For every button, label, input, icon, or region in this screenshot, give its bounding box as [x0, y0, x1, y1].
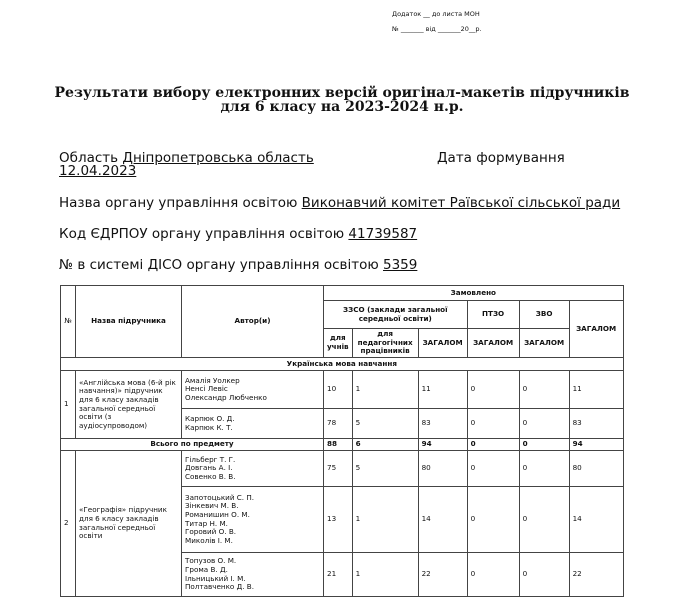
- region-label: Область: [59, 150, 119, 166]
- table-row: [61, 371, 624, 409]
- author: Грома В. Д.: [185, 564, 228, 574]
- col-author-header: Автор(и): [182, 286, 324, 358]
- sum-teachers: 6: [352, 439, 418, 451]
- sum-ptzo: 0: [467, 439, 519, 451]
- zzso-total-cell: 83: [418, 409, 467, 439]
- author: Довгань А. І.: [185, 463, 233, 473]
- students-cell: 78: [324, 409, 353, 439]
- author: Запотоцький С. П.: [185, 492, 255, 502]
- total-cell: 83: [569, 409, 623, 439]
- letter-number-note: № _______ від _______20__р.: [392, 25, 482, 33]
- total-cell: 14: [569, 487, 623, 553]
- date-value: 12.04.2023: [59, 163, 137, 179]
- results-table: [60, 285, 624, 597]
- sum-total: 94: [569, 439, 623, 451]
- edrpou-label: Код ЄДРПОУ органу управління освітою: [59, 226, 345, 242]
- date-label: Дата формування: [437, 150, 565, 166]
- author: Амалія Уолкер: [185, 375, 240, 385]
- author: Миколів І. М.: [185, 535, 233, 545]
- teachers-header: для педагогічних працівників: [352, 329, 418, 358]
- book1-authors-2: [182, 409, 324, 439]
- author: Титар Н. М.: [185, 518, 228, 528]
- book2-authors-3: [182, 553, 324, 597]
- ptzo-cell: 0: [467, 451, 519, 487]
- page-title: Результати вибору електронних версій оригінал-макетів підручників: [54, 85, 630, 101]
- section-ukrainian: Українська мова навчання: [61, 358, 624, 371]
- organ-label: Назва органу управління освітою: [59, 195, 298, 211]
- zvo-header: ЗВО: [519, 301, 569, 329]
- ptzo-cell: 0: [467, 487, 519, 553]
- students-cell: 13: [324, 487, 353, 553]
- total-cell: 11: [569, 371, 623, 409]
- book2-authors-1: [182, 451, 324, 487]
- teachers-cell: 1: [352, 371, 418, 409]
- zvo-cell: 0: [519, 371, 569, 409]
- attachment-note: Додаток __ до листа МОН: [392, 10, 480, 18]
- organ-line: [59, 196, 620, 210]
- ptzo-total-header: ЗАГАЛОМ: [467, 329, 519, 358]
- teachers-cell: 5: [352, 409, 418, 439]
- students-cell: 10: [324, 371, 353, 409]
- total-cell: 22: [569, 553, 623, 597]
- zzso-total-cell: 22: [418, 553, 467, 597]
- zzso-total-cell: 11: [418, 371, 467, 409]
- ptzo-header: ПТЗО: [467, 301, 519, 329]
- zvo-cell: 0: [519, 409, 569, 439]
- diso-value: 5359: [383, 257, 418, 273]
- ptzo-cell: 0: [467, 371, 519, 409]
- col-name-header: Назва підручника: [76, 286, 182, 358]
- zvo-cell: 0: [519, 487, 569, 553]
- ordered-header: Замовлено: [324, 286, 624, 301]
- author: Полтавченко Д. В.: [185, 582, 255, 592]
- edrpou-line: [59, 227, 417, 241]
- ptzo-cell: 0: [467, 553, 519, 597]
- author: Олександр Любченко: [185, 392, 267, 402]
- subject-total-label: Всього по предмету: [61, 439, 324, 451]
- book1-num: 1: [61, 371, 76, 439]
- sum-zzso-total: 94: [418, 439, 467, 451]
- zvo-cell: 0: [519, 451, 569, 487]
- author: Ненсі Левіс: [185, 384, 228, 394]
- zzso-header: ЗЗСО (заклади загальної середньої освіти): [324, 301, 468, 329]
- book1-authors-1: [182, 371, 324, 409]
- author: Зінкевич М. В.: [185, 501, 239, 511]
- teachers-cell: 1: [352, 553, 418, 597]
- zzso-total-cell: 14: [418, 487, 467, 553]
- page-subtitle: для 6 класу на 2023-2024 н.р.: [220, 99, 464, 115]
- students-cell: 75: [324, 451, 353, 487]
- sum-students: 88: [324, 439, 353, 451]
- col-num-header: №: [61, 286, 76, 358]
- book1-name: «Англійська мова (6-й рік навчання)» підручник для 6 класу закладів загальної середньої освіти (з аудіосупроводом): [76, 371, 182, 439]
- ptzo-cell: 0: [467, 409, 519, 439]
- author: Романишин О. М.: [185, 509, 250, 519]
- diso-label: № в системі ДІСО органу управління освітою: [59, 257, 379, 273]
- zzso-total-cell: 80: [418, 451, 467, 487]
- book2-num: 2: [61, 451, 76, 597]
- edrpou-value: 41739587: [348, 226, 418, 242]
- author: Гільберг Т. Г.: [185, 454, 236, 464]
- author: Ільницький І. М.: [185, 573, 246, 583]
- diso-line: [59, 258, 417, 272]
- teachers-cell: 5: [352, 451, 418, 487]
- students-cell: 21: [324, 553, 353, 597]
- grand-total-header: ЗАГАЛОМ: [569, 301, 623, 358]
- subject-total-row: [61, 439, 624, 451]
- zvo-cell: 0: [519, 553, 569, 597]
- teachers-cell: 1: [352, 487, 418, 553]
- book2-name: «Географія» підручник для 6 класу закладів загальної середньої освіти: [76, 451, 182, 597]
- author: Топузов О. М.: [185, 556, 237, 566]
- author: Совенко В. В.: [185, 471, 236, 481]
- total-cell: 80: [569, 451, 623, 487]
- author: Карпюк К. Т.: [185, 422, 233, 432]
- organ-value: Виконавчий комітет Раївської сільської ради: [301, 195, 621, 211]
- book2-authors-2: [182, 487, 324, 553]
- author: Карпюк О. Д.: [185, 413, 235, 423]
- zzso-total-header: ЗАГАЛОМ: [418, 329, 467, 358]
- table-row: [61, 451, 624, 487]
- author: Горовий О. В.: [185, 527, 237, 537]
- region-value: Дніпропетровська область: [122, 150, 314, 166]
- sum-zvo: 0: [519, 439, 569, 451]
- zvo-total-header: ЗАГАЛОМ: [519, 329, 569, 358]
- students-header: для учнів: [324, 329, 353, 358]
